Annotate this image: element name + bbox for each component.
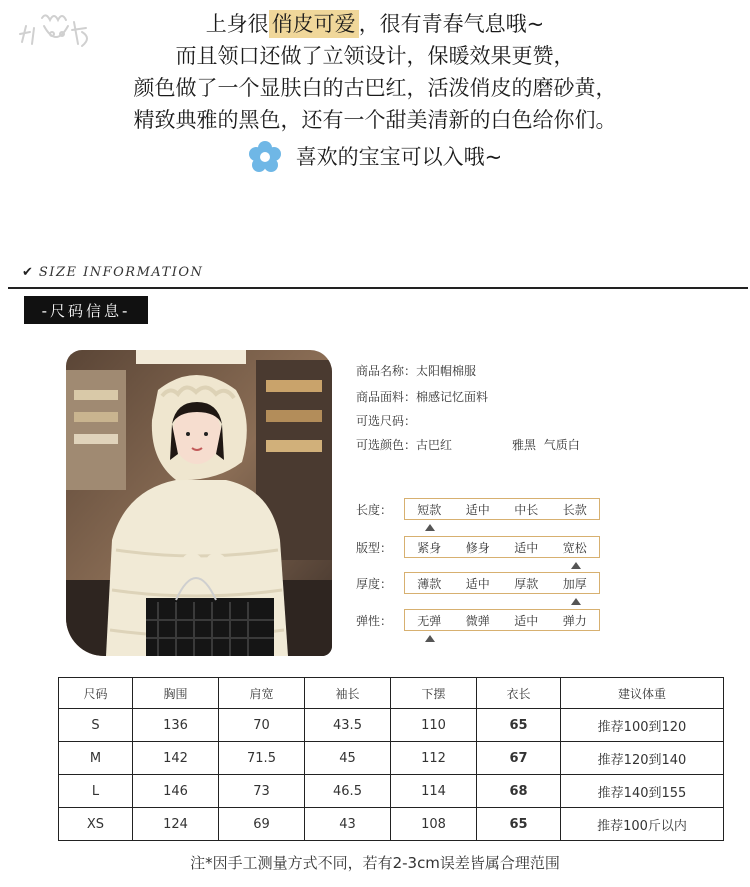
scale-option: 加厚 [562,576,587,591]
table-cell: 43 [305,808,391,841]
table-cell: 68 [477,775,561,808]
table-cell: 112 [391,742,477,775]
table-cell: 推荐140到155 [561,775,724,808]
table-header-cell: 下摆 [391,678,477,709]
intro-line-3: 颜色做了一个显肤白的古巴红，活泼俏皮的磨砂黄， [133,76,617,100]
table-cell: 推荐100到120 [561,709,724,742]
table-cell: 70 [219,709,305,742]
scale-option: 紧身 [417,540,442,555]
table-header-cell: 尺码 [59,678,133,709]
selected-marker-icon [571,598,581,605]
table-header-cell: 建议体重 [561,678,724,709]
table-cell: S [59,709,133,742]
spec-fabric: 商品面料：棉感记忆面料 [356,390,489,404]
check-icon: ✔ [22,265,33,280]
scale-options [404,609,600,631]
scale-option: 适中 [514,540,539,555]
scale-option: 长款 [562,502,587,517]
table-row [59,709,724,742]
table-cell: 124 [133,808,219,841]
table-cell: 65 [477,808,561,841]
size-info-title: SIZE INFORMATION [38,265,204,280]
table-cell: 65 [477,709,561,742]
table-row [59,808,724,841]
scale-option: 微弹 [465,613,490,628]
size-info-heading [22,265,203,280]
table-cell: 45 [305,742,391,775]
scale-label: 版型： [356,541,393,555]
size-info-tag: -尺码信息- [24,296,148,324]
scale-option: 弹力 [562,613,587,628]
table-cell: L [59,775,133,808]
scale-option: 中长 [514,502,539,517]
table-header-cell: 衣长 [477,678,561,709]
table-cell: 43.5 [305,709,391,742]
scale-option: 无弹 [417,613,442,628]
intro-line-5: 喜欢的宝宝可以入哦~ [295,145,503,169]
scale-option: 短款 [417,502,442,517]
size-table [58,677,724,841]
table-cell: 69 [219,808,305,841]
table-cell: 73 [219,775,305,808]
scale-options [404,572,600,594]
table-cell: 推荐100斤以内 [561,808,724,841]
selected-marker-icon [571,562,581,569]
table-header-cell: 肩宽 [219,678,305,709]
table-cell: 142 [133,742,219,775]
table-cell: 71.5 [219,742,305,775]
scale-option: 宽松 [562,540,587,555]
spec-name: 商品名称：太阳帽棉服 [356,364,477,378]
table-cell: 67 [477,742,561,775]
table-cell: 136 [133,709,219,742]
scale-label: 弹性： [356,614,393,628]
scale-label: 长度： [356,503,393,517]
table-cell: 46.5 [305,775,391,808]
table-row [59,742,724,775]
intro-line-1: 上身很 俏皮可爱 ，很有青春气息哦~ [205,12,545,36]
intro-text [0,8,750,178]
scale-options [404,536,600,558]
scale-option: 适中 [514,613,539,628]
table-cell: 114 [391,775,477,808]
scale-option: 厚款 [514,576,539,591]
product-photo [66,350,332,656]
table-header-row [59,678,724,709]
scale-option: 薄款 [417,576,442,591]
highlight-text: 俏皮可爱 [269,10,359,38]
table-cell: M [59,742,133,775]
intro-line-2: 而且领口还做了立领设计，保暖效果更赞， [175,44,575,68]
section-divider [8,287,748,289]
spec-colors: 可选颜色：古巴红 雅黑 气质白 [356,438,580,452]
table-cell: 110 [391,709,477,742]
selected-marker-icon [425,524,435,531]
table-cell: 推荐120到140 [561,742,724,775]
table-cell: XS [59,808,133,841]
scale-label: 厚度： [356,577,393,591]
scale-options [404,498,600,520]
table-cell: 108 [391,808,477,841]
table-header-cell: 袖长 [305,678,391,709]
intro-line-4: 精致典雅的黑色，还有一个甜美清新的白色给你们。 [133,108,617,132]
measurement-note: 注*因手工测量方式不同，若有2-3cm误差皆属合理范围 [190,854,560,872]
scale-option: 适中 [465,576,490,591]
table-cell: 146 [133,775,219,808]
flower-icon [248,140,282,174]
selected-marker-icon [425,635,435,642]
table-row [59,775,724,808]
scale-option: 修身 [465,540,490,555]
scale-option: 适中 [465,502,490,517]
table-header-cell: 胸围 [133,678,219,709]
spec-sizes: 可选尺码： [356,414,417,428]
